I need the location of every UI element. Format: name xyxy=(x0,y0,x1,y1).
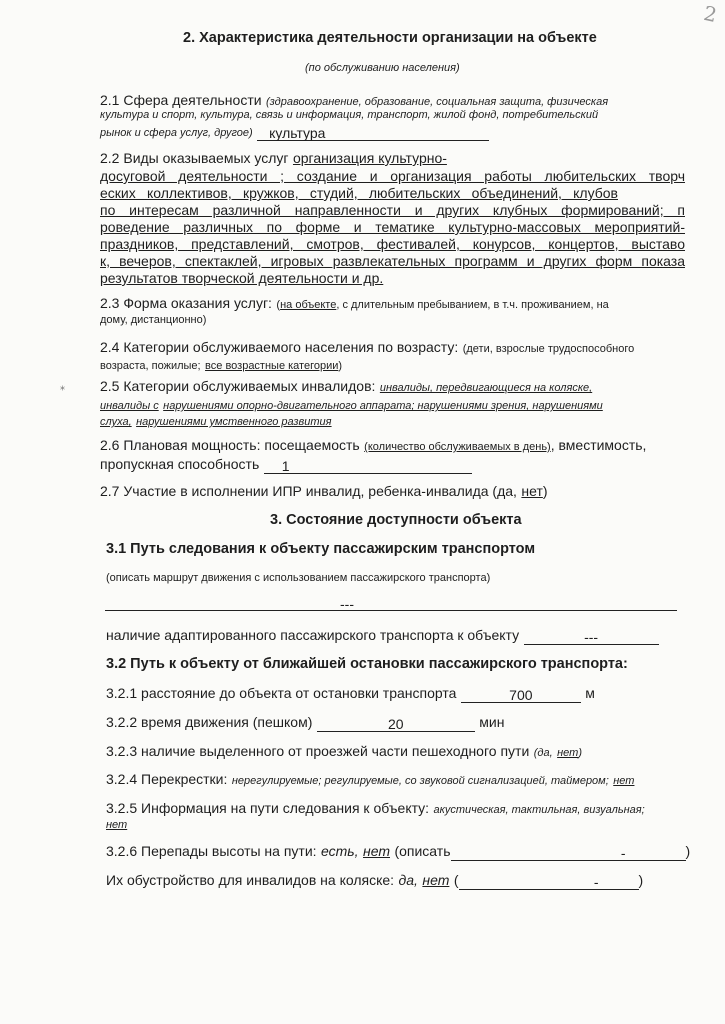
s326-selected: нет xyxy=(363,843,390,859)
s327-selected: нет xyxy=(422,872,450,888)
s22-text-0: организация культурно- xyxy=(292,150,447,166)
s24-line1 xyxy=(100,339,634,357)
s22-line4 xyxy=(100,202,685,218)
s326-opt: есть, xyxy=(321,843,359,859)
s321-row xyxy=(106,685,595,703)
s21-line3 xyxy=(100,123,489,141)
s23-line1: 2.3 Форма оказания услуг: (на объекте, с длительным пребыванием, в т.ч. проживанием, на xyxy=(100,295,609,311)
s31-adapted-label: наличие адаптированного пассажирского транспорта к объекту xyxy=(106,627,520,643)
s23-selected: на объекте xyxy=(280,299,337,311)
s324-selected: нет xyxy=(613,775,635,787)
s321-unit: м xyxy=(585,685,595,701)
s26-label2: пропускная способность xyxy=(100,456,260,472)
s326-rest: (описать xyxy=(394,843,451,859)
section2-subtitle: (по обслуживанию населения) xyxy=(305,62,460,74)
s323-opt: да, xyxy=(537,747,553,759)
s26-label: 2.6 Плановая мощность: посещаемость xyxy=(100,437,360,453)
s22-text-2: еских коллективов, кружков, студий, любительских объединений, клубов xyxy=(100,185,618,201)
s25-v2a: инвалиды с xyxy=(100,400,159,412)
s25-v3b: нарушениями умственного развития xyxy=(136,416,332,428)
s322-row xyxy=(106,714,504,732)
s24-hint1: (дети, взрослые трудоспособного xyxy=(462,343,635,355)
s31-adapted xyxy=(106,627,659,645)
s27-selected: нет xyxy=(521,483,543,499)
s24-label: 2.4 Категории обслуживаемого населения по возрасту: xyxy=(100,339,459,355)
s23-rest2: дому, дистанционно) xyxy=(100,314,207,326)
s325-opts: акустическая, тактильная, визуальная; xyxy=(433,804,645,816)
s31-route-value: --- xyxy=(340,596,354,612)
s21-label: 2.1 Сфера деятельности xyxy=(100,92,262,108)
s26-rest: , вместимость, xyxy=(550,437,647,453)
s22-text-3: по интересам различной направленности и других клубных формирований; п xyxy=(100,202,685,218)
s22-text-5: праздников, представлений, смотров, фестивалей, конурсов, концертов, выставо xyxy=(100,236,685,252)
s21-value: культура xyxy=(257,125,489,141)
margin-mark: ⁎ xyxy=(60,382,65,393)
s322-unit: мин xyxy=(479,714,505,730)
s322-value: 20 xyxy=(317,716,475,732)
s25-line3 xyxy=(100,412,332,430)
s26-value: 1 xyxy=(264,458,472,474)
s24-hint2: возраста, пожилые; xyxy=(100,360,201,372)
s26-hint: (количество обслуживаемых в день) xyxy=(364,441,551,453)
s25-v1: инвалиды, передвигающиеся на коляске, xyxy=(379,382,593,394)
s321-value: 700 xyxy=(461,687,581,703)
s325-label: 3.2.5 Информация на пути следования к объекту: xyxy=(106,800,430,816)
s31-title: 3.1 Путь следования к объекту пассажирским транспортом xyxy=(106,541,536,557)
s26-line1 xyxy=(100,437,646,455)
s324-label: 3.2.4 Перекрестки: xyxy=(106,771,228,787)
s323-row: 3.2.3 наличие выделенного от проезжей части пешеходного пути (да, нет) xyxy=(106,743,582,759)
s26-line2 xyxy=(100,456,472,474)
s23-label: 2.3 Форма оказания услуг: xyxy=(100,295,272,311)
s22-line5 xyxy=(100,219,685,235)
s31-adapted-value: --- xyxy=(524,629,659,645)
s326-value: - xyxy=(451,845,686,861)
s27-label: 2.7 Участие в исполнении ИПР инвалид, ребенка-инвалида (да, xyxy=(100,483,517,499)
s25-line1 xyxy=(100,378,592,396)
s324-row xyxy=(106,771,634,789)
s21-line1 xyxy=(100,92,608,110)
s22-line2 xyxy=(100,168,685,184)
s326-label: 3.2.6 Перепады высоты на пути: xyxy=(106,843,317,859)
s21-hint1: (здравоохранение, образование, социальная защита, физическая xyxy=(266,96,609,108)
s324-opts: нерегулируемые; регулируемые, со звуковой сигнализацией, таймером; xyxy=(231,775,609,787)
s22-line7 xyxy=(100,253,685,269)
s322-label: 3.2.2 время движения (пешком) xyxy=(106,714,313,730)
s326-row: 3.2.6 Перепады высоты на пути: есть, нет (описать - ) xyxy=(106,843,691,861)
s22-line3 xyxy=(100,185,618,201)
s25-v3a: слуха, xyxy=(100,416,132,428)
s325-row xyxy=(106,800,645,818)
s22-text-1: досуговой деятельности ; создание и организация работы любительских творч xyxy=(100,168,685,184)
s25-v2b: нарушениями опорно-двигательного аппарата; нарушениями зрения, нарушениями xyxy=(163,400,603,412)
s22-text-7: результатов творческой деятельности и др. xyxy=(100,270,384,286)
s24-line2: возраста, пожилые; все возрастные категории) xyxy=(100,360,343,372)
s31-route-line xyxy=(105,610,677,611)
s325-selected: нет xyxy=(106,819,128,831)
s321-label: 3.2.1 расстояние до объекта от остановки транспорта xyxy=(106,685,457,701)
page-number: 2 xyxy=(701,0,720,28)
section3-title: 3. Состояние доступности объекта xyxy=(270,512,522,528)
s27-line: 2.7 Участие в исполнении ИПР инвалид, ребенка-инвалида (да, нет) xyxy=(100,483,548,499)
s327-label: Их обустройство для инвалидов на коляске: xyxy=(106,872,395,888)
s22-label: 2.2 Виды оказываемых услуг xyxy=(100,150,289,166)
s22-text-6: к, вечеров, спектаклей, игровых развлекательных программ и других форм показа xyxy=(100,253,685,269)
s327-value: - xyxy=(459,874,639,890)
s22-line6 xyxy=(100,236,685,252)
section2-title: 2. Характеристика деятельности организации на объекте xyxy=(183,30,597,46)
s327-opt: да, xyxy=(398,872,418,888)
s323-label: 3.2.3 наличие выделенного от проезжей части пешеходного пути xyxy=(106,743,530,759)
s32-title: 3.2 Путь к объекту от ближайшей остановки пассажирского транспорта: xyxy=(106,656,628,672)
s25-label: 2.5 Категории обслуживаемых инвалидов: xyxy=(100,378,376,394)
s22-line1 xyxy=(100,150,447,168)
s327-row: Их обустройство для инвалидов на коляске: да, нет ( - ) xyxy=(106,872,644,890)
s23-rest1: , с длительным пребыванием, в т.ч. проживанием, на xyxy=(336,299,609,311)
s323-selected: нет xyxy=(557,747,579,759)
s22-text-4: роведение различных по форме и тематике культурно-массовых мероприятий- xyxy=(100,219,685,235)
s21-hint3: рынок и сфера услуг, другое) xyxy=(100,127,253,139)
s24-selected: все возрастные категории xyxy=(205,360,339,372)
s31-hint: (описать маршрут движения с использованием пассажирского транспорта) xyxy=(106,572,491,584)
s21-hint2: культура и спорт, культура, связь и информация, транспорт, жилой фонд, потребительский xyxy=(100,109,599,121)
